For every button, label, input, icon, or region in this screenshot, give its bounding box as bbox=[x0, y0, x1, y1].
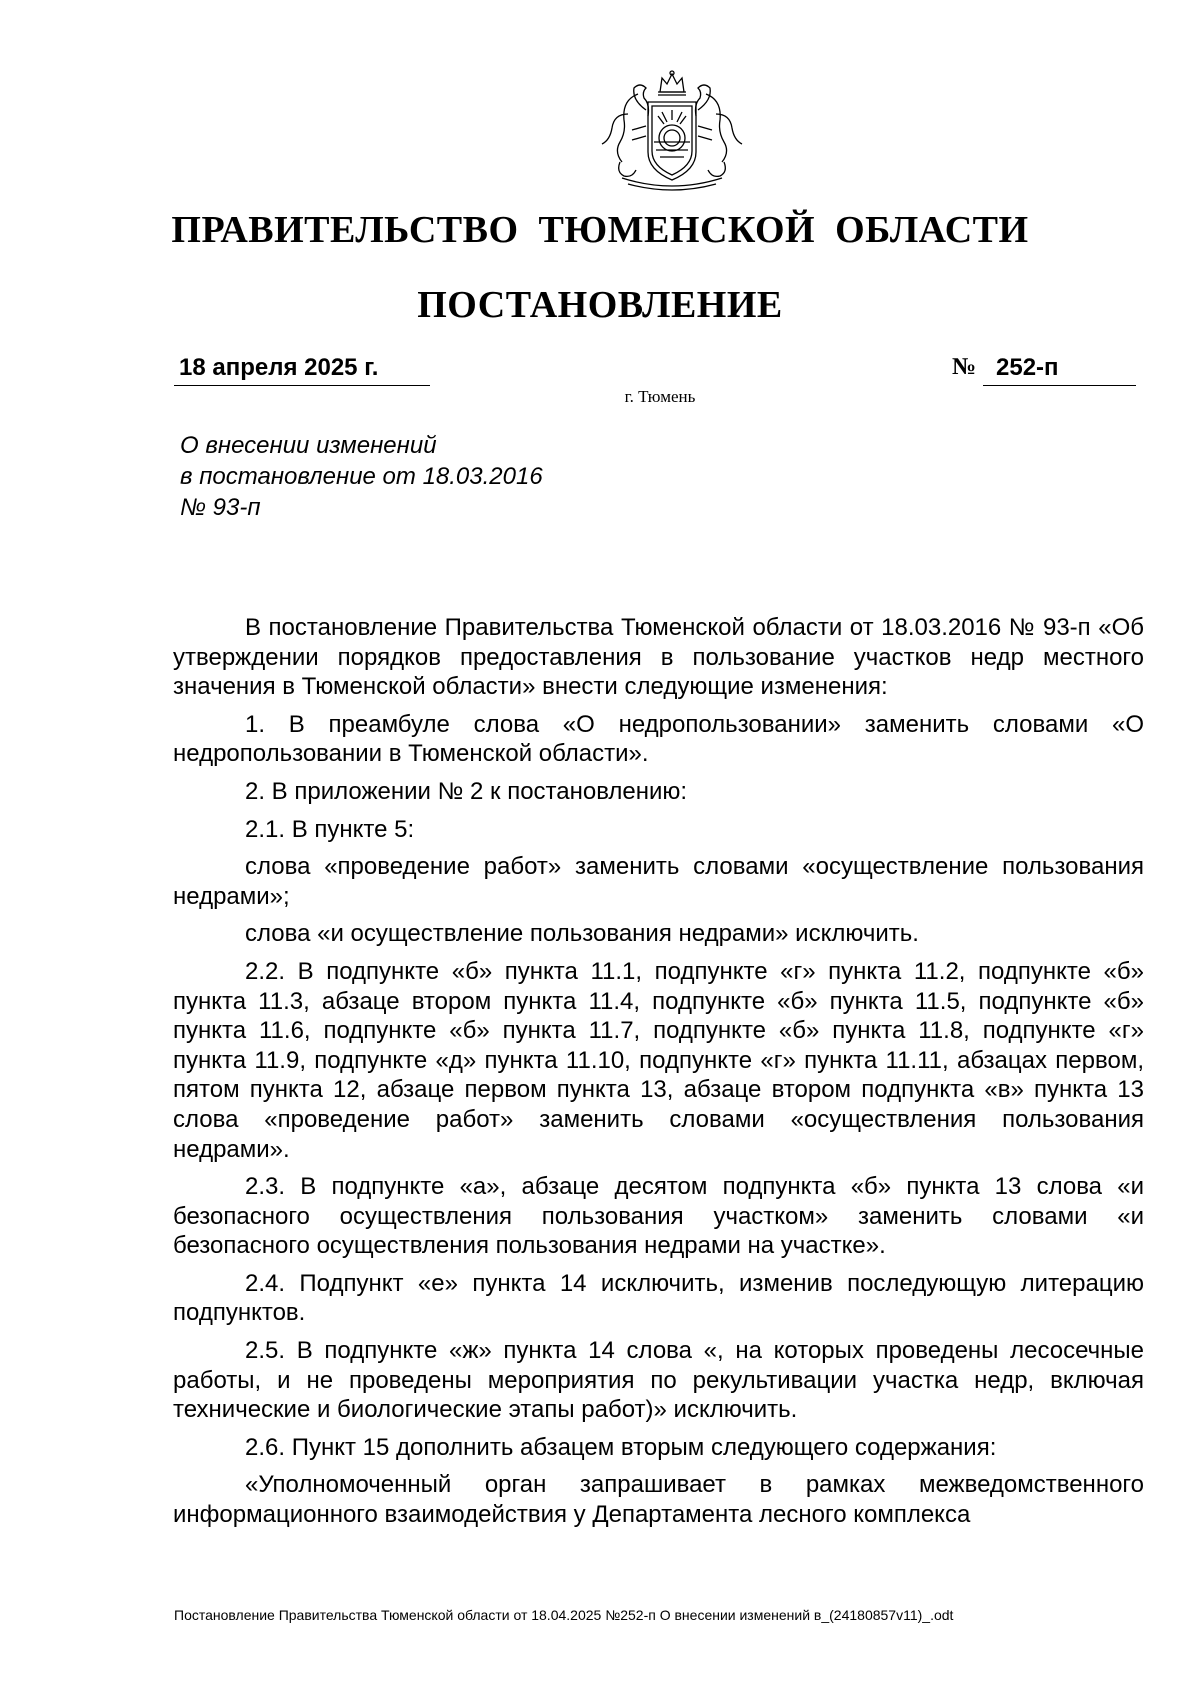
body-paragraph: слова «проведение работ» заменить словами «осуществление пользования недрами»; bbox=[173, 853, 1144, 910]
number-sign: № bbox=[952, 354, 977, 380]
body-paragraph: «Уполномоченный орган запрашивает в рамках межведомственного информационного взаимодействия у Департамента лесного комплекса bbox=[173, 1471, 1144, 1529]
document-type-title: ПОСТАНОВЛЕНИЕ bbox=[417, 284, 783, 326]
footer-filename: Постановление Правительства Тюменской области от 18.04.2025 №252-п О внесении изменений в_(24180857v11)_.odt bbox=[174, 1607, 954, 1623]
date-field bbox=[174, 354, 430, 386]
body-paragraph: слова «и осуществление пользования недрами» исключить. bbox=[245, 920, 919, 948]
body-paragraph: 2.3. В подпункте «а», абзаце десятом подпункта «б» пункта 13 слова «и безопасного осуществления пользования участком» заменить словами «и безопасного осуществления пользования недрами на участке». bbox=[173, 1173, 1144, 1260]
subject-line: № 93-п bbox=[180, 494, 261, 521]
body-paragraph: 2.6. Пункт 15 дополнить абзацем вторым следующего содержания: bbox=[245, 1433, 997, 1461]
subject-line: в постановление от 18.03.2016 bbox=[180, 463, 543, 490]
document-body bbox=[173, 613, 1144, 1538]
body-paragraph: 2.2. В подпункте «б» пункта 11.1, подпункте «г» пункта 11.2, подпункте «б» пункта 11.3, абзаце втором пункта 11.4, подпункте «б» пункта 11.5, подпункте «б» пункта 11.6, подпункте «б» пункта 11.7, подпункте «б» пункта 11.8, подпункте «г» пункта 11.9, подпункте «д» пункта 11.10, подпункте «г» пункта 11.11, абзацах первом, пятом пункта 12, абзаце первом пункта 13, абзаце втором подпункта «в» пункта 13 слова «проведение работ» заменить словами «осуществления пользования недрами». bbox=[173, 957, 1144, 1163]
coat-of-arms-icon bbox=[592, 70, 752, 196]
body-paragraph: 1. В преамбуле слова «О недропользовании» заменить словами «О недропользовании в Тюменской области». bbox=[173, 710, 1144, 768]
body-paragraph: 2.1. В пункте 5: bbox=[245, 815, 415, 843]
body-paragraph: 2.4. Подпункт «е» пункта 14 исключить, изменив последующую литерацию подпунктов. bbox=[173, 1269, 1144, 1327]
document-number: 252-п bbox=[996, 354, 1059, 381]
city-name: г. Тюмень bbox=[624, 387, 696, 406]
document-date: 18 апреля 2025 г. bbox=[179, 354, 379, 381]
body-paragraph: 2. В приложении № 2 к постановлению: bbox=[245, 777, 688, 805]
body-paragraph: 2.5. В подпункте «ж» пункта 14 слова «, на которых проведены лесосечные работы, и не проведены мероприятия по рекультивации участка недр, включая технические и биологические этапы работ)» исключить. bbox=[173, 1337, 1144, 1424]
government-title: ПРАВИТЕЛЬСТВО ТЮМЕНСКОЙ ОБЛАСТИ bbox=[171, 209, 1029, 251]
body-paragraph: В постановление Правительства Тюменской области от 18.03.2016 № 93-п «Об утверждении порядков предоставления в пользование участков недр местного значения в Тюменской области» внести следующие изменения: bbox=[173, 614, 1144, 701]
number-field bbox=[983, 354, 1136, 386]
subject-line: О внесении изменений bbox=[180, 432, 437, 459]
document-subject bbox=[180, 430, 680, 523]
